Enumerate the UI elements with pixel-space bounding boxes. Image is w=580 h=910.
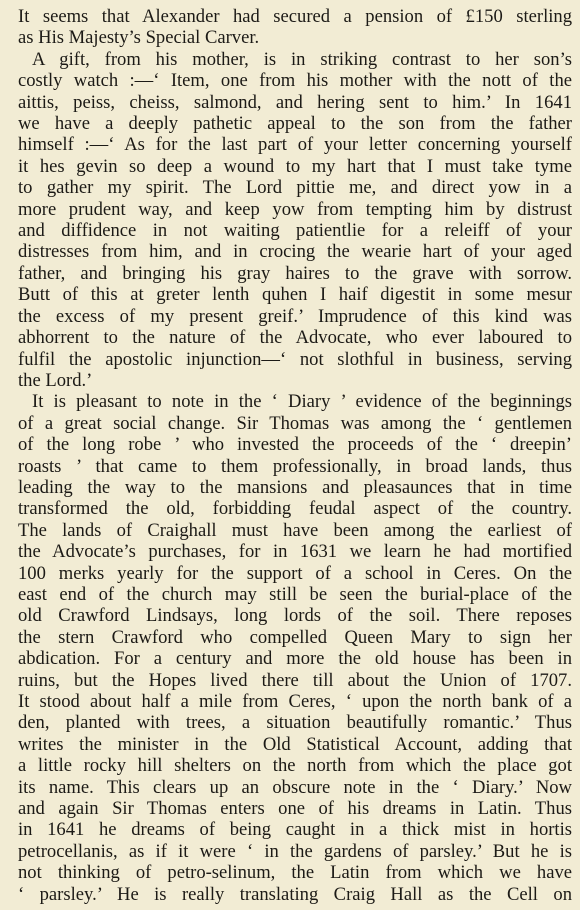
text-line: aittis, peiss, cheiss, salmond, and hering sent to him.’ In 1641 — [18, 91, 572, 113]
text-line: costly watch :—‘ Item, one from his mother with the nott of the — [18, 70, 572, 92]
paragraph-pension — [18, 6, 572, 49]
text-line: It stood about half a mile from Ceres, ‘ upon the north bank of a — [18, 691, 572, 712]
text-line: leading the way to the mansions and pleasaunces that in time — [18, 476, 572, 498]
text-line: ruins, but the Hopes lived there till about the Union of 1707. — [18, 669, 572, 691]
text-line: A gift, from his mother, is in striking contrast to her son’s — [32, 48, 572, 70]
text-line: distresses from him, and in crocing the wearie hart of your aged — [18, 241, 572, 263]
text-line: writes the minister in the Old Statistical Account, adding that — [18, 733, 572, 755]
text-line: its name. This clears up an obscure note in the ‘ Diary.’ Now — [18, 776, 572, 798]
text-line: It seems that Alexander had secured a pension of £150 sterling — [18, 6, 572, 27]
text-line: of a great social change. Sir Thomas was among the ‘ gentlemen — [18, 412, 572, 434]
text-line: and again Sir Thomas enters one of his dreams in Latin. Thus — [18, 798, 572, 820]
text-line: den, planted with trees, a situation beautifully romantic.’ Thus — [18, 712, 572, 734]
text-line: abhorrent to the nature of the Advocate, who ever laboured to — [18, 327, 572, 349]
text-line: The lands of Craighall must have been among the earliest of — [18, 519, 572, 541]
text-line: roasts ’ that came to them professionally, in broad lands, thus — [18, 455, 572, 477]
text-line: it hes gevin so deep a wound to my hart that I must take tyme — [18, 155, 572, 177]
text-line: 100 merks yearly for the support of a school in Ceres. On the — [18, 562, 572, 584]
text-line: fulfil the apostolic injunction—‘ not slothful in business, serving — [18, 348, 572, 370]
text-line: the Lord.’ — [18, 369, 93, 391]
text-line: of the long robe ’ who invested the proceeds of the ‘ dreepin’ — [18, 434, 572, 456]
text-line: a little rocky hill shelters on the north from which the place got — [18, 755, 572, 777]
text-line: east end of the church may still be seen the burial-place of the — [18, 583, 572, 605]
text-line: to gather my spirit. The Lord pittie me, and direct yow in a — [18, 177, 572, 199]
paragraph-social-change — [18, 391, 572, 905]
text-line: as His Majesty’s Special Carver. — [18, 27, 260, 49]
text-line: and diffidence in not waiting patientlie for a releiff of your — [18, 220, 572, 242]
text-line: transformed the old, forbidding feudal aspect of the country. — [18, 498, 572, 520]
text-line: Butt of this at greter lenth quhen I haif digestit in some mesur — [18, 284, 572, 306]
text-line: It is pleasant to note in the ‘ Diary ’ evidence of the beginnings — [32, 391, 572, 413]
text-line: old Crawford Lindsays, long lords of the soil. There reposes — [18, 605, 572, 627]
text-line: the stern Crawford who compelled Queen Mary to sign her — [18, 626, 572, 648]
text-line: ‘ parsley.’ He is really translating Craig Hall as the Cell on — [18, 883, 572, 905]
text-line: not thinking of petro-selinum, the Latin from which we have — [18, 862, 572, 884]
text-line: petrocellanis, as if it were ‘ in the gardens of parsley.’ But he is — [18, 840, 572, 862]
text-line: more prudent way, and keep yow from tempting him by distrust — [18, 198, 572, 220]
text-line: father, and bringing his gray haires to the grave with sorrow. — [18, 262, 572, 284]
text-line: in 1641 he dreams of being caught in a thick mist in hortis — [18, 819, 572, 841]
text-line: the Advocate’s purchases, for in 1631 we learn he had mortified — [18, 541, 572, 563]
text-line: we have a deeply pathetic appeal to the son from the father — [18, 113, 572, 135]
paragraph-mothers-gift — [18, 49, 572, 392]
text-line: abdication. For a century and more the old house has been in — [18, 648, 572, 670]
text-line: himself :—‘ As for the last part of your letter concerning yourself — [18, 134, 572, 156]
text-line: the excess of my present greif.’ Imprudence of this kind was — [18, 305, 572, 327]
